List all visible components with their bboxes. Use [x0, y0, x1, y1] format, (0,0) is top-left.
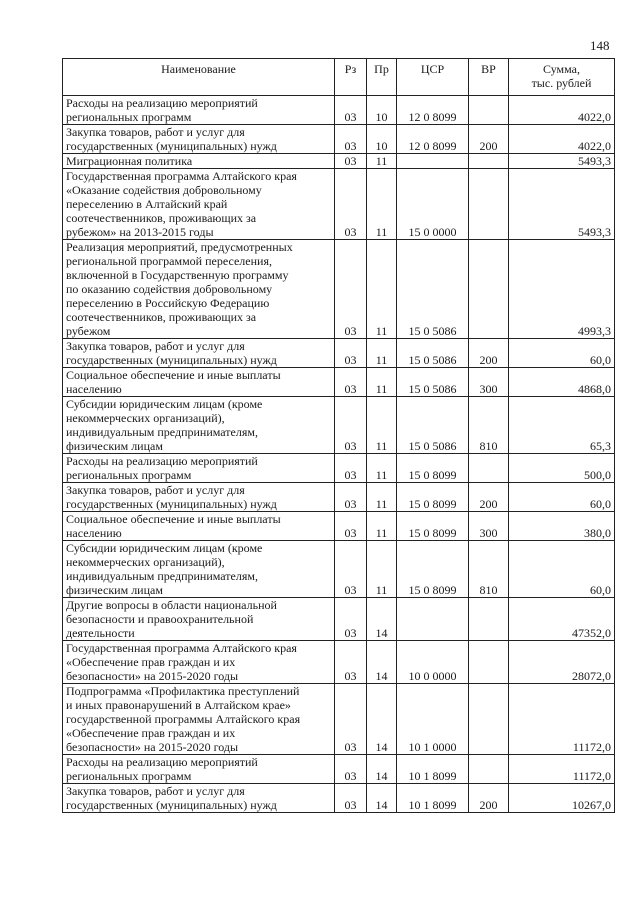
row-name: Закупка товаров, работ и услуг для государственных (муниципальных) нужд — [63, 125, 335, 154]
table-row — [63, 96, 615, 125]
row-sum: 5493,3 — [509, 154, 615, 169]
table-row — [63, 598, 615, 641]
row-sum: 5493,3 — [509, 169, 615, 240]
table-row — [63, 397, 615, 454]
row-rz: 03 — [335, 125, 367, 154]
row-csr: 10 1 8099 — [397, 755, 469, 784]
row-pr: 11 — [367, 541, 397, 598]
row-sum: 11172,0 — [509, 684, 615, 755]
row-csr: 15 0 8099 — [397, 483, 469, 512]
row-rz: 03 — [335, 598, 367, 641]
row-rz: 03 — [335, 684, 367, 755]
row-name: Социальное обеспечение и иные выплаты населению — [63, 512, 335, 541]
row-rz: 03 — [335, 641, 367, 684]
header-name: Наименование — [63, 59, 335, 96]
row-name: Расходы на реализацию мероприятий региональных программ — [63, 96, 335, 125]
row-name: Государственная программа Алтайского края «Оказание содействия добровольному переселению в Алтайский край соотечественников, проживающих за рубежом» на 2013-2015 годы — [63, 169, 335, 240]
row-pr: 11 — [367, 397, 397, 454]
row-sum: 4022,0 — [509, 125, 615, 154]
table-header-row — [63, 59, 615, 96]
row-rz: 03 — [335, 240, 367, 339]
row-pr: 11 — [367, 169, 397, 240]
row-name: Миграционная политика — [63, 154, 335, 169]
row-pr: 11 — [367, 240, 397, 339]
row-rz: 03 — [335, 154, 367, 169]
row-pr: 11 — [367, 154, 397, 169]
row-pr: 14 — [367, 684, 397, 755]
row-vr — [469, 755, 509, 784]
row-pr: 14 — [367, 784, 397, 813]
table-row — [63, 169, 615, 240]
header-sum: Сумма, тыс. рублей — [509, 59, 615, 96]
row-pr: 11 — [367, 368, 397, 397]
row-csr: 10 1 0000 — [397, 684, 469, 755]
row-rz: 03 — [335, 368, 367, 397]
row-pr: 14 — [367, 598, 397, 641]
row-rz: 03 — [335, 339, 367, 368]
row-rz: 03 — [335, 755, 367, 784]
row-vr: 810 — [469, 397, 509, 454]
row-sum: 65,3 — [509, 397, 615, 454]
row-vr: 300 — [469, 512, 509, 541]
row-pr: 14 — [367, 755, 397, 784]
table-row — [63, 125, 615, 154]
table-row — [63, 641, 615, 684]
row-name: Субсидии юридическим лицам (кроме некоммерческих организаций), индивидуальным предпринимателям, физическим лицам — [63, 541, 335, 598]
row-sum: 4993,3 — [509, 240, 615, 339]
row-vr: 810 — [469, 541, 509, 598]
table-row — [63, 512, 615, 541]
row-name: Расходы на реализацию мероприятий региональных программ — [63, 755, 335, 784]
row-csr: 15 0 8099 — [397, 454, 469, 483]
table-row — [63, 454, 615, 483]
row-name: Государственная программа Алтайского края «Обеспечение прав граждан и их безопасности» на 2015-2020 годы — [63, 641, 335, 684]
table-row — [63, 368, 615, 397]
row-pr: 11 — [367, 339, 397, 368]
row-sum: 47352,0 — [509, 598, 615, 641]
row-csr: 12 0 8099 — [397, 125, 469, 154]
row-name: Расходы на реализацию мероприятий региональных программ — [63, 454, 335, 483]
row-vr: 200 — [469, 339, 509, 368]
row-csr: 15 0 8099 — [397, 541, 469, 598]
row-vr: 200 — [469, 483, 509, 512]
row-sum: 4022,0 — [509, 96, 615, 125]
row-csr: 10 0 0000 — [397, 641, 469, 684]
row-name: Закупка товаров, работ и услуг для государственных (муниципальных) нужд — [63, 339, 335, 368]
row-pr: 11 — [367, 483, 397, 512]
table-row — [63, 483, 615, 512]
row-rz: 03 — [335, 541, 367, 598]
row-pr: 10 — [367, 125, 397, 154]
row-csr: 10 1 8099 — [397, 784, 469, 813]
row-rz: 03 — [335, 512, 367, 541]
header-csr: ЦСР — [397, 59, 469, 96]
table-row — [63, 541, 615, 598]
row-sum: 500,0 — [509, 454, 615, 483]
row-name: Подпрограмма «Профилактика преступлений и иных правонарушений в Алтайском крае» государственной программы Алтайского края «Обеспечение прав граждан и их безопасности» на 2015-2020 годы — [63, 684, 335, 755]
row-rz: 03 — [335, 96, 367, 125]
row-sum: 60,0 — [509, 541, 615, 598]
table-row — [63, 339, 615, 368]
row-sum: 10267,0 — [509, 784, 615, 813]
row-csr: 15 0 0000 — [397, 169, 469, 240]
header-rz: Рз — [335, 59, 367, 96]
row-pr: 14 — [367, 641, 397, 684]
header-vr: ВР — [469, 59, 509, 96]
row-vr — [469, 598, 509, 641]
row-rz: 03 — [335, 483, 367, 512]
row-name: Реализация мероприятий, предусмотренных региональной программой переселения, включенной в Государственную программу по оказанию содействия добровольному переселению в Российскую Федерацию соотечественников, проживающих за рубежом — [63, 240, 335, 339]
row-rz: 03 — [335, 784, 367, 813]
row-pr: 11 — [367, 512, 397, 541]
page-number: 148 — [590, 38, 610, 53]
row-vr: 300 — [469, 368, 509, 397]
row-name: Социальное обеспечение и иные выплаты населению — [63, 368, 335, 397]
row-vr — [469, 684, 509, 755]
row-sum: 4868,0 — [509, 368, 615, 397]
row-csr: 15 0 5086 — [397, 339, 469, 368]
row-vr — [469, 454, 509, 483]
row-name: Субсидии юридическим лицам (кроме некоммерческих организаций), индивидуальным предпринимателям, физическим лицам — [63, 397, 335, 454]
row-vr: 200 — [469, 125, 509, 154]
row-name: Закупка товаров, работ и услуг для государственных (муниципальных) нужд — [63, 483, 335, 512]
table-row — [63, 755, 615, 784]
row-name: Закупка товаров, работ и услуг для государственных (муниципальных) нужд — [63, 784, 335, 813]
row-sum: 28072,0 — [509, 641, 615, 684]
row-csr: 15 0 5086 — [397, 397, 469, 454]
row-csr: 15 0 8099 — [397, 512, 469, 541]
row-name: Другие вопросы в области национальной безопасности и правоохранительной деятельности — [63, 598, 335, 641]
row-csr — [397, 154, 469, 169]
row-vr — [469, 154, 509, 169]
row-rz: 03 — [335, 169, 367, 240]
row-vr — [469, 169, 509, 240]
row-csr: 15 0 5086 — [397, 368, 469, 397]
row-vr — [469, 96, 509, 125]
row-csr: 15 0 5086 — [397, 240, 469, 339]
row-vr: 200 — [469, 784, 509, 813]
table-row — [63, 240, 615, 339]
row-vr — [469, 240, 509, 339]
budget-table — [62, 58, 615, 813]
row-rz: 03 — [335, 454, 367, 483]
table-row — [63, 154, 615, 169]
row-sum: 380,0 — [509, 512, 615, 541]
row-vr — [469, 641, 509, 684]
table-row — [63, 684, 615, 755]
row-sum: 60,0 — [509, 339, 615, 368]
header-pr: Пр — [367, 59, 397, 96]
row-sum: 60,0 — [509, 483, 615, 512]
table-row — [63, 784, 615, 813]
row-sum: 11172,0 — [509, 755, 615, 784]
row-csr: 12 0 8099 — [397, 96, 469, 125]
row-pr: 10 — [367, 96, 397, 125]
row-csr — [397, 598, 469, 641]
row-pr: 11 — [367, 454, 397, 483]
row-rz: 03 — [335, 397, 367, 454]
